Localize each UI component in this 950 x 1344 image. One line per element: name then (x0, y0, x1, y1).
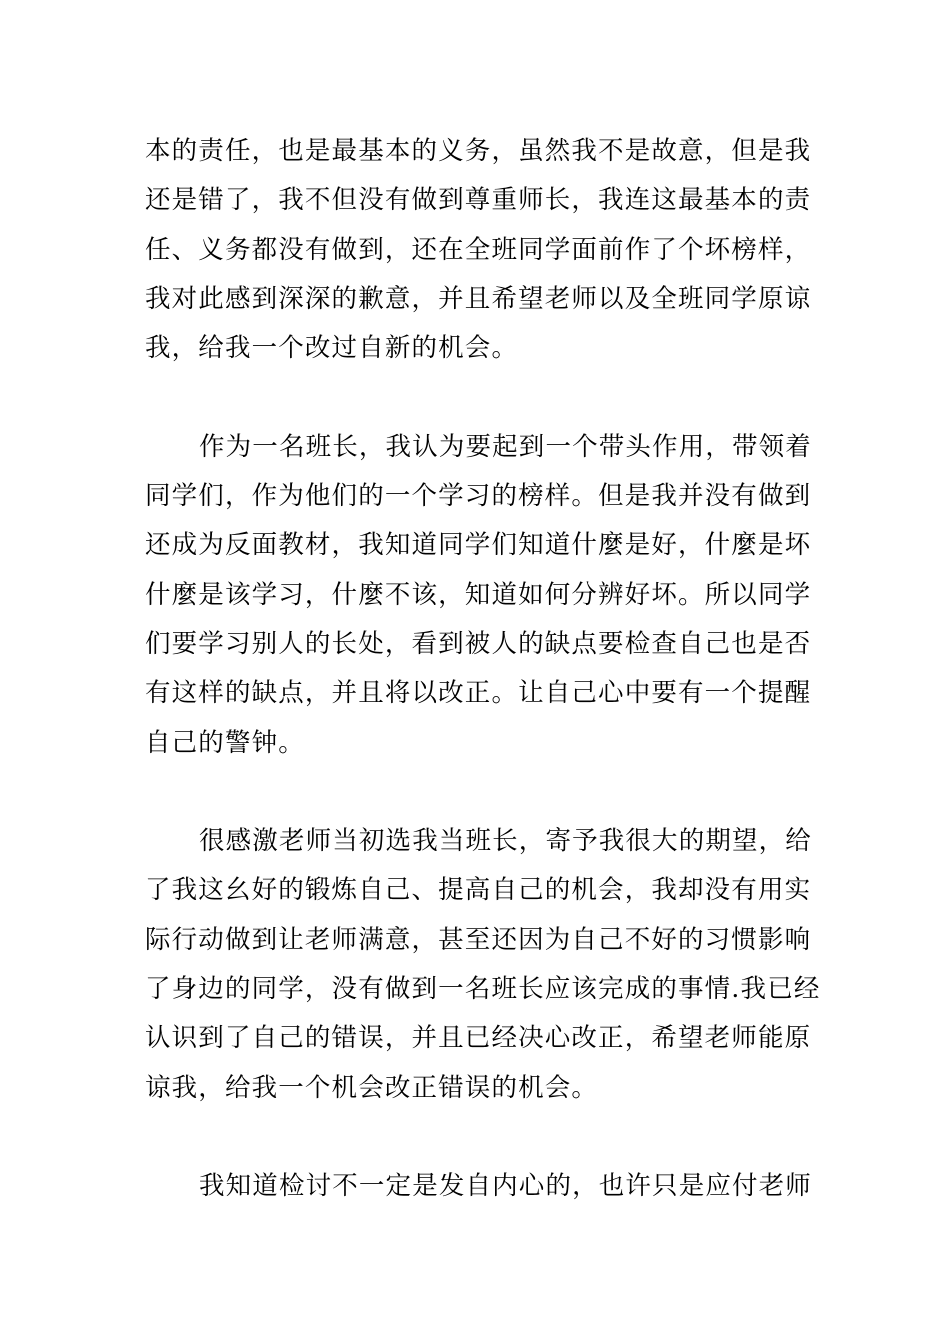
paragraph-2 (145, 423, 810, 768)
paragraph-gap (145, 1113, 810, 1162)
text-line: 我知道检讨不一定是发自内心的，也许只是应付老师 (199, 1171, 812, 1202)
paragraph-3 (145, 817, 821, 1113)
text-line: 什麼是该学习，什麼不该，知道如何分辨好坏。所以同学 (145, 579, 812, 610)
paragraph-1 (145, 127, 810, 373)
text-line: 任、义务都没有做到，还在全班同学面前作了个坏榜样， (145, 234, 812, 265)
text-line: 作为一名班长，我认为要起到一个带头作用，带领着 (199, 431, 812, 462)
paragraph-gap (145, 373, 810, 422)
paragraph-gap (145, 768, 810, 817)
text-line: 了我这幺好的锻炼自己、提高自己的机会，我却没有用实 (145, 875, 812, 906)
text-line: 们要学习别人的长处，看到被人的缺点要检查自己也是否 (145, 628, 812, 659)
text-line: 很感激老师当初选我当班长，寄予我很大的期望，给 (199, 826, 812, 857)
text-line: 本的责任，也是最基本的义务，虽然我不是故意，但是我 (145, 136, 812, 166)
text-line: 我，给我一个改过自新的机会。 (145, 333, 519, 364)
text-line: 了身边的同学，没有做到一名班长应该完成的事情.我已经 (145, 974, 821, 1005)
text-line: 还成为反面教材，我知道同学们知道什麼是好，什麼是坏 (145, 530, 812, 561)
text-line: 谅我，给我一个机会改正错误的机会。 (145, 1072, 599, 1103)
text-line: 我对此感到深深的歉意，并且希望老师以及全班同学原谅 (145, 283, 812, 314)
paragraph-4 (145, 1162, 810, 1211)
text-line: 自己的警钟。 (145, 727, 305, 758)
text-line: 际行动做到让老师满意，甚至还因为自己不好的习惯影响 (145, 924, 812, 955)
text-line: 还是错了，我不但没有做到尊重师长，我连这最基本的责 (145, 185, 812, 216)
text-line: 同学们，作为他们的一个学习的榜样。但是我并没有做到 (145, 481, 812, 512)
text-line: 有这样的缺点，并且将以改正。让自己心中要有一个提醒 (145, 678, 812, 709)
text-line: 认识到了自己的错误，并且已经决心改正，希望老师能原 (145, 1023, 812, 1054)
document-page (145, 127, 821, 1212)
